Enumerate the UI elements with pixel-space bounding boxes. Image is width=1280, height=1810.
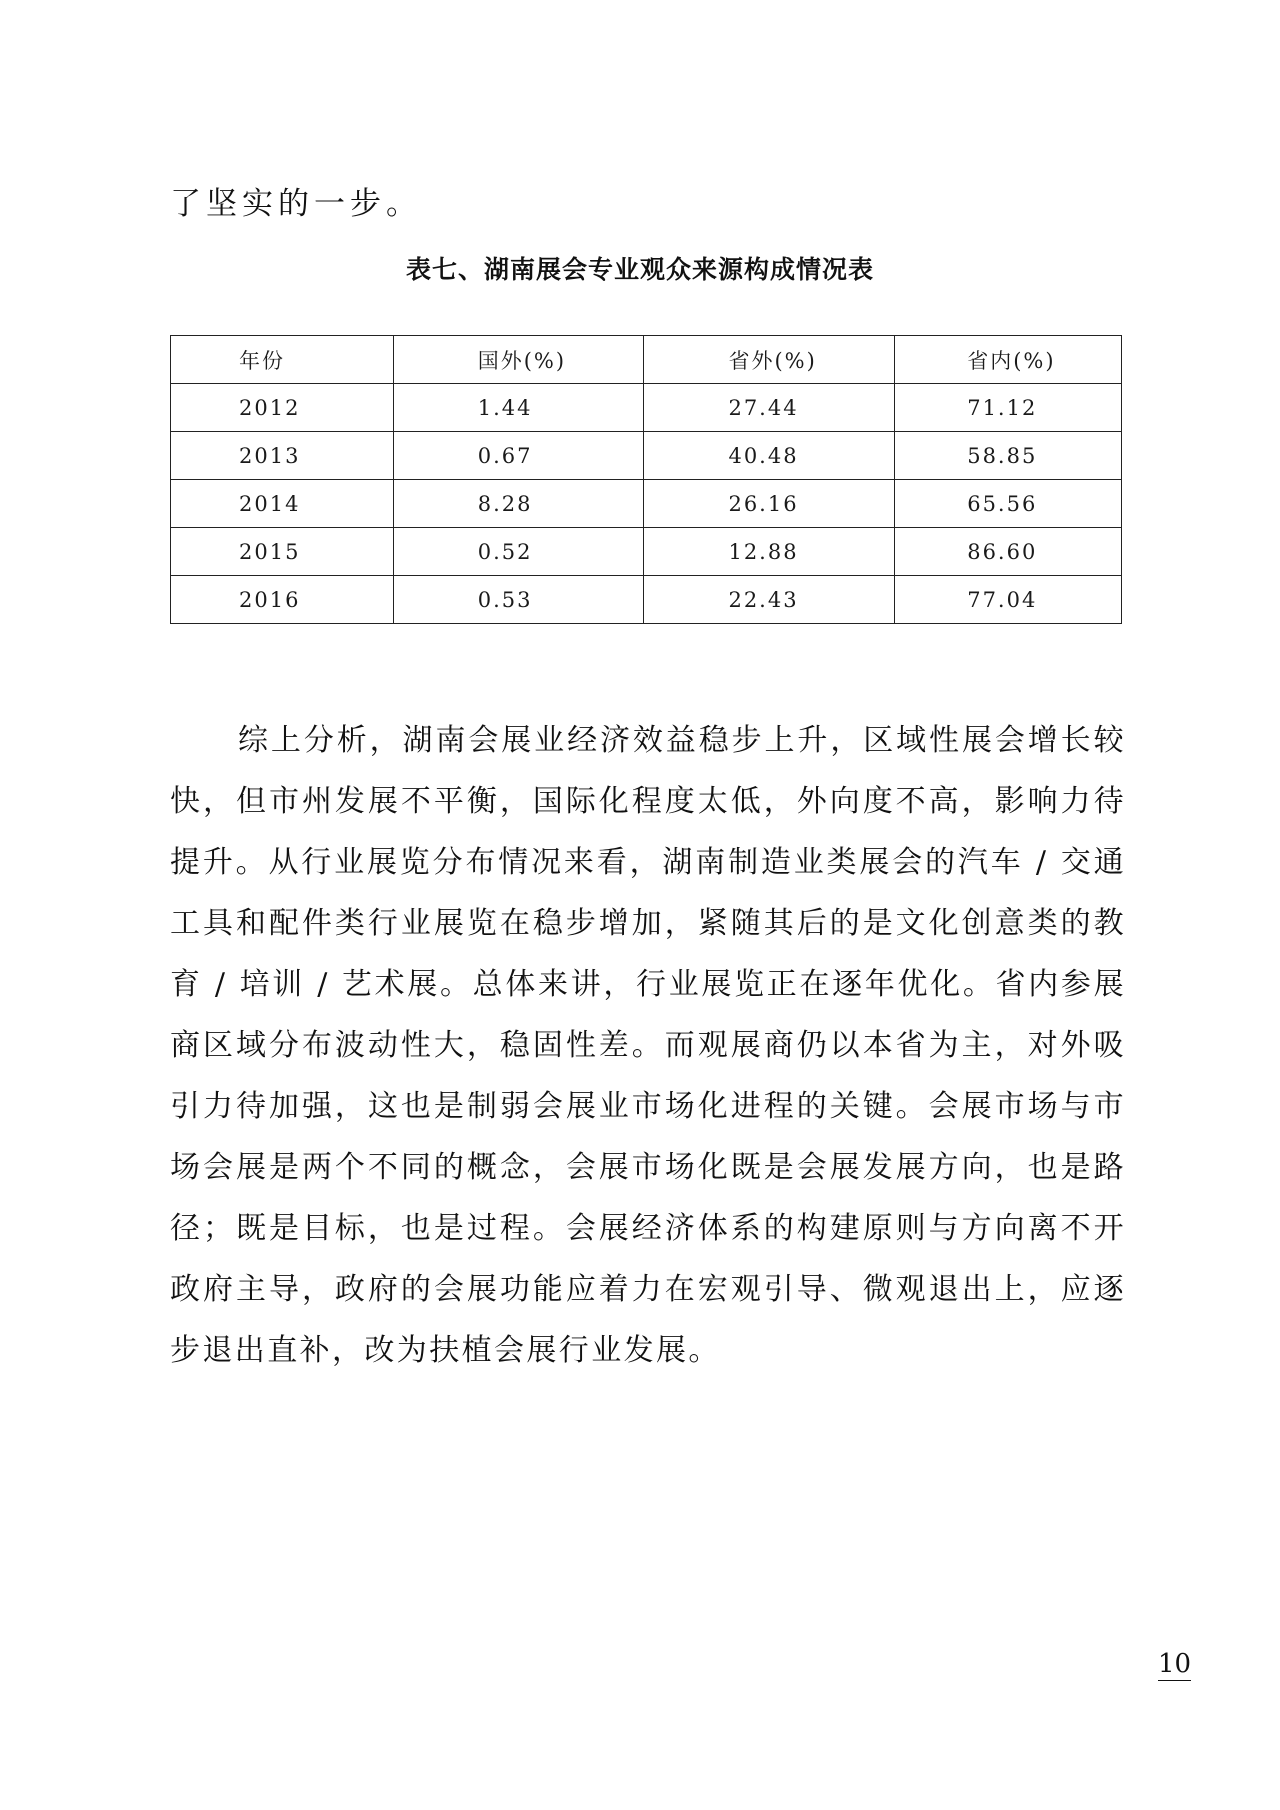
cell-inside-province: 77.04 bbox=[895, 576, 1122, 624]
table-row bbox=[171, 480, 1122, 528]
audience-source-table bbox=[170, 335, 1122, 624]
cell-outside-province: 40.48 bbox=[644, 432, 895, 480]
column-header-abroad: 国外(%) bbox=[393, 336, 644, 384]
cell-inside-province: 65.56 bbox=[895, 480, 1122, 528]
cell-outside-province: 22.43 bbox=[644, 576, 895, 624]
column-header-inside-province: 省内(%) bbox=[895, 336, 1122, 384]
column-header-outside-province: 省外(%) bbox=[644, 336, 895, 384]
cell-abroad: 0.52 bbox=[393, 528, 644, 576]
cell-abroad: 0.67 bbox=[393, 432, 644, 480]
cell-inside-province: 86.60 bbox=[895, 528, 1122, 576]
cell-outside-province: 27.44 bbox=[644, 384, 895, 432]
lead-text-line: 了坚实的一步。 bbox=[170, 186, 422, 222]
cell-outside-province: 26.16 bbox=[644, 480, 895, 528]
cell-year: 2012 bbox=[171, 384, 394, 432]
column-header-year: 年份 bbox=[171, 336, 394, 384]
table-row bbox=[171, 432, 1122, 480]
cell-inside-province: 71.12 bbox=[895, 384, 1122, 432]
cell-year: 2015 bbox=[171, 528, 394, 576]
table-header-row bbox=[171, 336, 1122, 384]
cell-abroad: 1.44 bbox=[393, 384, 644, 432]
cell-inside-province: 58.85 bbox=[895, 432, 1122, 480]
page-number: 10 bbox=[1158, 1649, 1192, 1679]
table-row bbox=[171, 576, 1122, 624]
table-title: 表七、湖南展会专业观众来源构成情况表 bbox=[405, 255, 874, 284]
cell-outside-province: 12.88 bbox=[644, 528, 895, 576]
summary-paragraph: 综上分析，湖南会展业经济效益稳步上升，区域性展会增长较快，但市州发展不平衡，国际化程度太低，外向度不高，影响力待提升。从行业展览分布情况来看，湖南制造业类展会的汽车 / 交通工具和配件类行业展览在稳步增加，紧随其后的是文化创意类的教育 / 培训 / 艺术展。总体来讲，行业展览正在逐年优化。省内参展商区域分布波动性大，稳固性差。而观展商仍以本省为主，对外吸引力待加强，这也是制弱会展业市场化进程的关键。会展市场与市场会展是两个不同的概念，会展市场化既是会展发展方向，也是路径；既是目标，也是过程。会展经济体系的构建原则与方向离不开政府主导，政府的会展功能应着力在宏观引导、微观退出上，应逐步退出直补，改为扶植会展行业发展。 bbox=[170, 723, 1126, 1368]
cell-abroad: 0.53 bbox=[393, 576, 644, 624]
table-row bbox=[171, 528, 1122, 576]
table-row bbox=[171, 384, 1122, 432]
cell-abroad: 8.28 bbox=[393, 480, 644, 528]
cell-year: 2016 bbox=[171, 576, 394, 624]
cell-year: 2013 bbox=[171, 432, 394, 480]
cell-year: 2014 bbox=[171, 480, 394, 528]
